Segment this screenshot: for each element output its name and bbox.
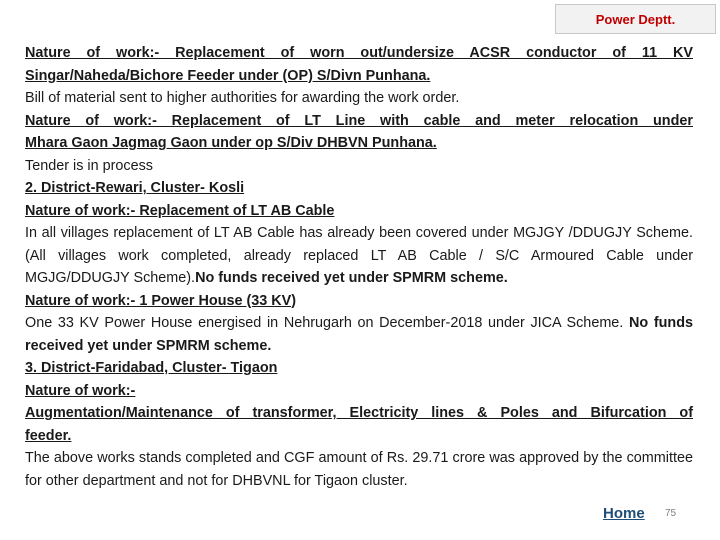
district-3-heading: 3. District-Faridabad, Cluster- Tigaon	[25, 360, 278, 376]
power-house-funds-text: No funds received yet under SPMRM scheme.	[25, 315, 693, 354]
bill-text: Bill of material sent to higher authorities for awarding the work order.	[25, 90, 460, 106]
nature-heading-4: Nature of work:- 1 Power House (33 KV)	[25, 292, 297, 309]
nature-line-1a: Nature of work:- Replacement of worn out/undersize ACSR conductor of 11 KV	[25, 45, 693, 61]
nature-line-2b: Mhara Gaon Jagmag Gaon under op S/Div DHBVN Punhana.	[25, 135, 437, 151]
ab-cable-text: In all villages replacement of LT AB Cable has already been covered under MGJGY /DDUGJY Scheme. (All villages work completed, already replaced LT AB Cable / S/C Armoured Cable under MGJG/DDUGJY Scheme).	[25, 225, 693, 286]
ab-cable-funds-text: No funds received yet under SPMRM scheme.	[195, 270, 508, 286]
home-link[interactable]: Home	[603, 505, 645, 522]
nature-heading-5: Nature of work:-	[25, 382, 136, 399]
nature-line-2a: Nature of work:- Replacement of LT Line with cable and meter relocation under	[25, 112, 693, 129]
slide-content	[25, 42, 693, 492]
dept-label: Power Deptt.	[595, 11, 676, 27]
nature-line-1b: Singar/Naheda/Bichore Feeder under (OP) S/Divn Punhana.	[25, 67, 431, 84]
page-number: 75	[665, 508, 677, 519]
nature-heading-3: Nature of work:- Replacement of LT AB Cable	[25, 202, 335, 219]
nature-line-5a: Augmentation/Maintenance of transformer, Electricity lines & Poles and Bifurcation of	[25, 405, 693, 421]
tender-text: Tender is in process	[25, 157, 153, 174]
power-house-text: One 33 KV Power House energised in Nehrugarh on December-2018 under JICA Scheme.	[25, 315, 624, 331]
ab-cable-paragraph	[25, 222, 693, 290]
district-2-heading: 2. District-Rewari, Cluster- Kosli	[25, 180, 245, 196]
nature-line-5b: feeder.	[25, 427, 72, 444]
dept-tab	[555, 4, 716, 34]
tigaon-paragraph: The above works stands completed and CGF amount of Rs. 29.71 crore was approved by the committee for other department and not for DHBVNL for Tigaon cluster.	[25, 450, 693, 489]
power-house-paragraph	[25, 312, 693, 357]
